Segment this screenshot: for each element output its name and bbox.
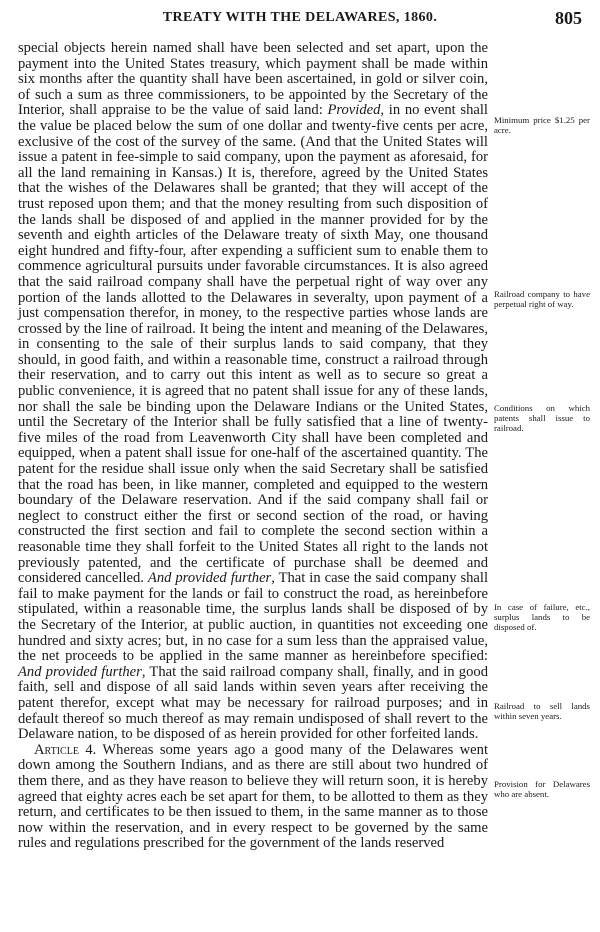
paragraph-continuation: special objects herein named shall have been selected and set apart, upon the payment into the United States treasury, which payment shall be made within six months after the quantity shall have been ascertained, in gold or silver coin, of such a sum as three commissioners, to be appointed by the Secretary of the Interior, shall appraise to be the value of said land: Provided, in no event shall the value be placed below the sum of one dollar and twenty-five cents per acre, exclusive of the cost of the survey of the same. (And that the United States will issue a patent in fee-simple to said company, upon the payment as aforesaid, for all the land remaining in Kansas.) It is, therefore, agreed by the United States that the wishes of the Delawares shall be granted; that they will accept of the trust reposed upon them; and that the money resulting from such disposition of the lands shall be disposed of and applied in the manner provided for by the seventh and eighth articles of the Delaware treaty of sixth May, one thousand eight hundred and fifty-four, after expending a sufficient sum to enable them to commence agricultural pursuits under favorable circumstances. It is also agreed that the said railroad company shall have the perpetual right of way over any portion of the lands allotted to the Delawares in severalty, upon payment of a just compensation therefor, in money, to the respective parties whose lands are crossed by the line of railroad. It being the intent and meaning of the Delawares, in consenting to the sale of their surplus lands to said company, that they should, in good faith, and within a reasonable time, construct a railroad through their reservation, and to carry out this intent as well as to secure so great a public convenience, it is agreed that no patent shall issue for any of these lands, nor shall the sale be binding upon the Delaware Indians or the United States, until the Secretary of the Interior shall be fully satisfied that a line of twenty-five miles of the road from Leavenworth City shall have been completed and equipped, when a patent shall issue for one-half of the ascertained quantity. The patent for the residue shall issue only when the said Secretary shall be satisfied that the road has been, in like manner, completed and equipped to the western boundary of the Delaware reservation. And if the said company shall fail or neglect to construct either the first or second section of the road, or having constructed the first section and fail to complete the second section within a reasonable time they shall forfeit to the United States all right to the lands not previously patented, and the certificate of purchase shall be deemed and considered cancelled. And provided further, That in case the said company shall fail to make payment for the lands or fail to construct the road, as hereinbefore stipulated, within a reasonable time, the surplus lands shall be disposed of by the Secretary of the Interior, at public auction, in quantities not exceeding one hundred and sixty acres; but, in no case for a sum less than the appraised value, the net proceeds to be applied in the same manner as hereinbefore specified: And provided further, That the said railroad company shall, finally, and in good faith, sell and dispose of all said lands within seven years after receiving the patent therefor, except what may be necessary for railroad purposes; and in default thereof so much thereof as may remain undisposed of shall revert to the Delaware nation, to be disposed of as herein provided for other forfeited lands. [18, 40, 489, 743]
margin-note-sell-lands: Railroad to sell lands within seven years. [494, 701, 590, 721]
margin-note-right-of-way: Railroad company to have perpetual right of way. [494, 289, 590, 309]
margin-note-absent-delawares: Provision for Delawares who are absent. [494, 779, 590, 799]
margin-note-patent-conditions: Conditions on which patents shall issue to railroad. [494, 403, 590, 433]
running-title: TREATY WITH THE DELAWARES, 1860. [162, 10, 438, 25]
provided-further-italic: And provided further [147, 570, 272, 587]
page-header [0, 8, 600, 30]
margin-note-minimum-price: Minimum price $1.25 per acre. [494, 115, 590, 135]
provided-further-italic: And provided further [18, 663, 142, 680]
article-heading: Article 4. [34, 741, 97, 758]
paragraph-article-4: Article 4. Whereas some years ago a good many of the Delawares went down among the Southern Indians, and as there are still about two hundred of them there, and as they have reason to believe they will return soon, it is hereby agreed that eighty acres each be set apart for them, to be allotted to them as they return, and certificates to be then issued to them, in the same manner as to those now within the reservation, and in every respect to be governed by the same rules and regulations prescribed for the government of the lands reserved [18, 741, 489, 852]
provided-italic: Provided [327, 102, 381, 119]
page-number: 805 [555, 8, 582, 28]
margin-note-failure: In case of failure, etc., surplus lands to be disposed of. [494, 602, 590, 632]
treaty-body-text [18, 41, 488, 852]
